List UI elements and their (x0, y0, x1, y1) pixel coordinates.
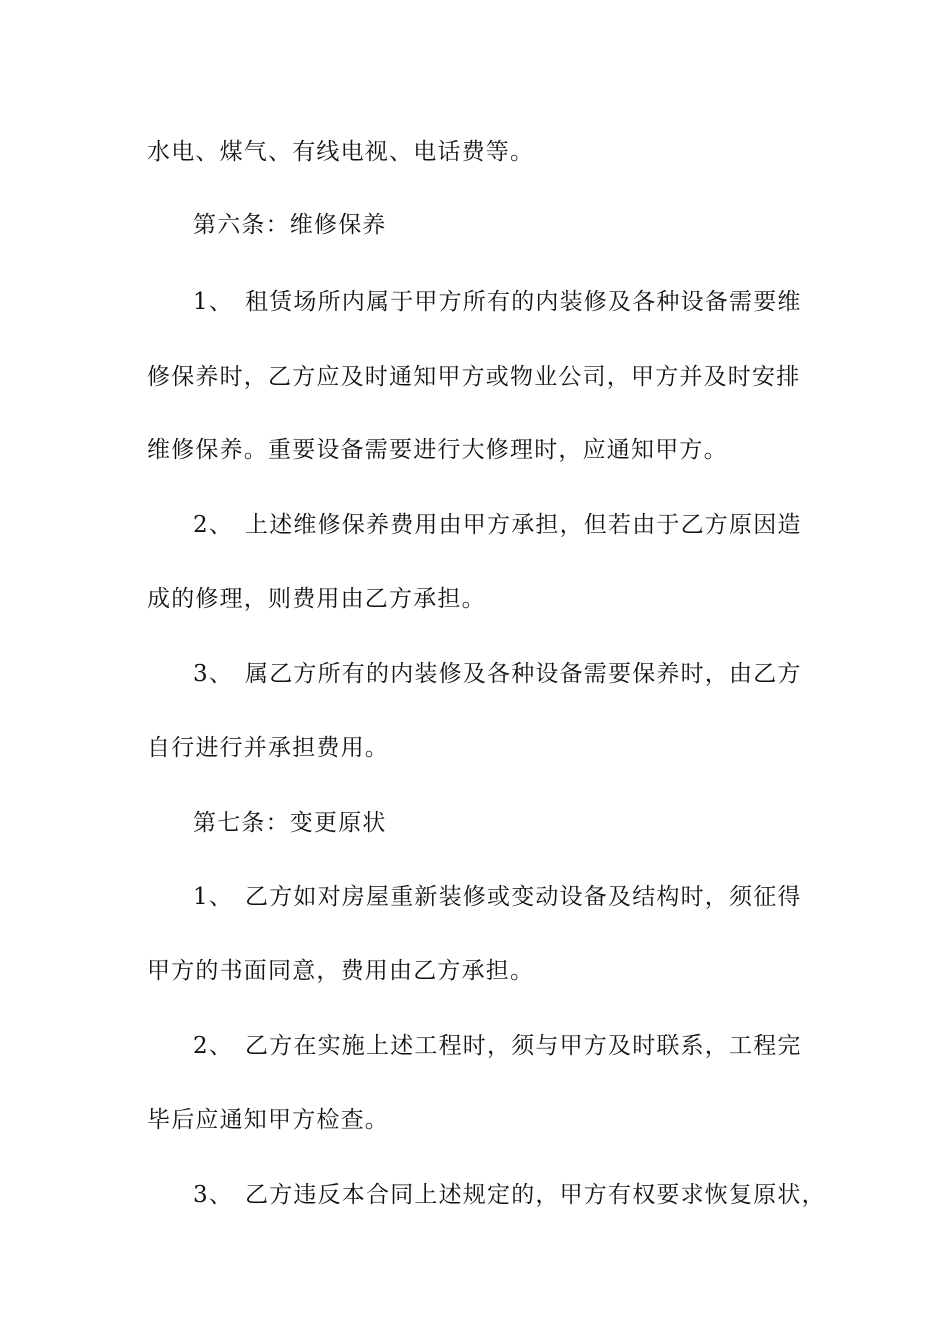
line-text: 乙方在实施上述工程时，须与甲方及时联系，工程完 (245, 1033, 802, 1059)
line-text: 成的修理，则费用由乙方承担。 (147, 586, 486, 612)
heading-text: 第六条：维修保养 (193, 212, 387, 238)
item-number: 2、 (193, 1033, 234, 1059)
paragraph-line (193, 659, 802, 689)
line-text: 修保养时，乙方应及时通知甲方或物业公司，甲方并及时安排 (147, 364, 801, 390)
paragraph-line (193, 882, 802, 912)
line-text: 水电、煤气、有线电视、电话费等。 (147, 139, 535, 165)
line-text: 甲方的书面同意，费用由乙方承担。 (147, 958, 535, 984)
line-text: 毕后应通知甲方检查。 (147, 1107, 389, 1133)
item-number: 1、 (193, 884, 234, 910)
paragraph-line (147, 1105, 389, 1135)
line-text: 乙方违反本合同上述规定的，甲方有权要求恢复原状， (245, 1182, 826, 1208)
line-text: 乙方如对房屋重新装修或变动设备及结构时，须征得 (245, 884, 802, 910)
item-number: 3、 (193, 1182, 234, 1208)
line-text: 租赁场所内属于甲方所有的内装修及各种设备需要维 (245, 289, 802, 315)
item-number: 1、 (193, 289, 234, 315)
line-text: 属乙方所有的内装修及各种设备需要保养时，由乙方 (245, 661, 802, 687)
paragraph-line (147, 362, 800, 392)
paragraph-line (193, 510, 802, 540)
heading-text: 第七条：变更原状 (193, 810, 387, 836)
line-text: 上述维修保养费用由甲方承担，但若由于乙方原因造 (245, 512, 802, 538)
line-text: 自行进行并承担费用。 (147, 735, 389, 761)
paragraph-line (193, 287, 802, 317)
paragraph-line (147, 435, 728, 465)
section-heading (193, 808, 387, 838)
section-heading (193, 210, 387, 240)
paragraph-line (147, 733, 389, 763)
line-text: 维修保养。重要设备需要进行大修理时，应通知甲方。 (147, 437, 728, 463)
item-number: 2、 (193, 512, 234, 538)
paragraph-line (147, 584, 486, 614)
item-number: 3、 (193, 661, 234, 687)
paragraph-line (193, 1031, 802, 1061)
paragraph-line (193, 1180, 826, 1210)
paragraph-line (147, 137, 534, 167)
paragraph-line (147, 956, 534, 986)
